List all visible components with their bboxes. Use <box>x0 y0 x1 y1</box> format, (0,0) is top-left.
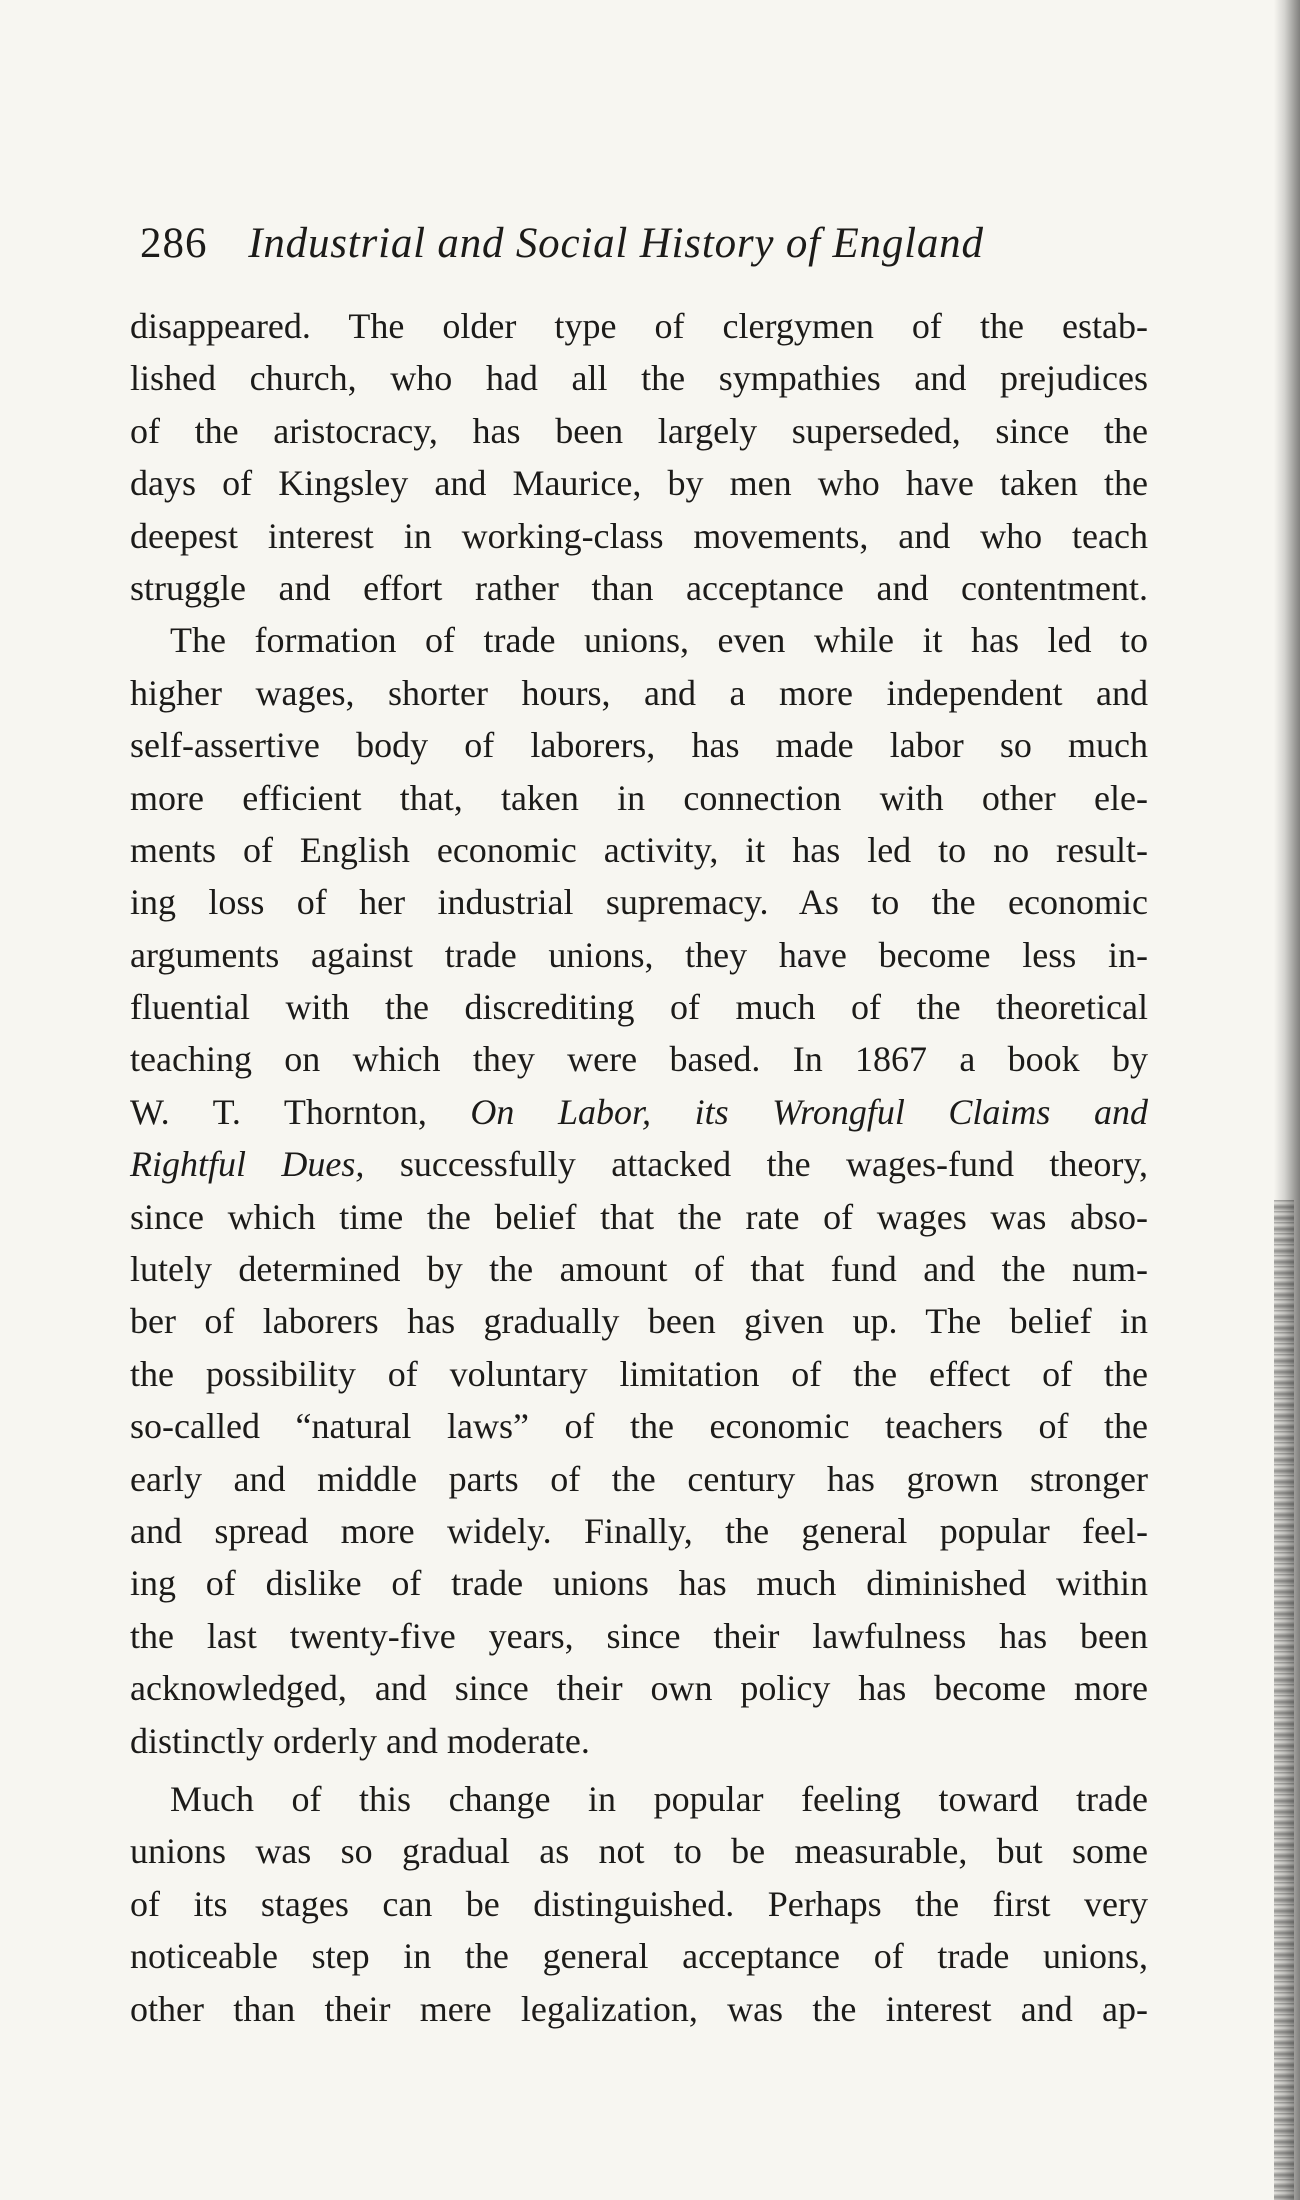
text-line <box>130 719 1148 771</box>
line-text: ing of dislike of trade unions has much diminished within <box>130 1563 1148 1604</box>
line-text: the last twenty-five years, since their lawfulness has been <box>130 1615 1148 1656</box>
line-text: lished church, who had all the sympathies and prejudices <box>130 358 1148 399</box>
text-line <box>130 1400 1148 1452</box>
line-text: successfully attacked the wages-fund theory, <box>364 1144 1148 1185</box>
line-text: other than their mere legalization, was the interest and ap- <box>130 1988 1148 2029</box>
line-text: fluential with the discrediting of much of the theoretical <box>130 987 1148 1028</box>
line-text: arguments against trade unions, they have become less in- <box>130 934 1148 975</box>
line-text: ing loss of her industrial supremacy. As to the economic <box>130 882 1148 923</box>
text-line <box>130 981 1148 1033</box>
line-text: unions was so gradual as not to be measurable, but some <box>130 1831 1148 1872</box>
text-line <box>130 1033 1148 1085</box>
page-edge-texture <box>1274 1200 1294 2200</box>
text-line <box>130 929 1148 981</box>
text-line <box>130 1662 1148 1714</box>
line-text: the possibility of voluntary limitation of the effect of the <box>130 1353 1148 1394</box>
text-line <box>130 824 1148 876</box>
line-text: ments of English economic activity, it has led to no result- <box>130 829 1148 870</box>
line-text: and spread more widely. Finally, the general popular feel- <box>130 1510 1148 1551</box>
line-text: early and middle parts of the century has grown stronger <box>130 1458 1148 1499</box>
text-line <box>130 1983 1148 2035</box>
line-text: deepest interest in working-class movements, and who teach <box>130 515 1148 556</box>
line-text: disappeared. The older type of clergymen of the estab- <box>130 306 1148 346</box>
line-text: since which time the belief that the rate of wages was abso- <box>130 1196 1148 1237</box>
text-line <box>130 1930 1148 1982</box>
line-text: lutely determined by the amount of that fund and the num- <box>130 1249 1148 1290</box>
line-text: of its stages can be distinguished. Perhaps the first very <box>130 1883 1148 1924</box>
text-line <box>130 510 1148 562</box>
text-line <box>130 1715 1148 1767</box>
running-title: Industrial and Social History of England <box>248 220 984 267</box>
line-text: acknowledged, and since their own policy has become more <box>130 1668 1148 1709</box>
line-text: distinctly orderly and moderate. <box>130 1720 590 1761</box>
line-text: self-assertive body of laborers, has made labor so much <box>130 725 1148 766</box>
line-text: ber of laborers has gradually been given up. The belief in <box>130 1301 1148 1342</box>
line-text: W. T. Thornton, <box>130 1091 471 1132</box>
text-line <box>130 1453 1148 1505</box>
page-number: 286 <box>140 220 208 267</box>
line-text: struggle and effort rather than acceptance and contentment. <box>130 567 1148 608</box>
text-line <box>130 1610 1148 1662</box>
text-line <box>130 772 1148 824</box>
italic-title-text: On Labor, its Wrongful Claims and <box>470 1091 1148 1132</box>
text-line <box>130 1773 1148 1825</box>
text-line <box>130 300 1148 352</box>
text-line <box>130 614 1148 666</box>
text-line <box>130 1505 1148 1557</box>
text-line <box>130 1191 1148 1243</box>
text-line <box>130 667 1148 719</box>
text-line <box>130 562 1148 614</box>
text-line <box>130 1557 1148 1609</box>
line-text: noticeable step in the general acceptance of trade unions, <box>130 1936 1148 1977</box>
text-line <box>130 876 1148 928</box>
body-text <box>130 300 1148 2035</box>
text-line <box>130 352 1148 404</box>
text-line <box>130 1878 1148 1930</box>
line-text: days of Kingsley and Maurice, by men who have taken the <box>130 463 1148 504</box>
line-text: so-called “natural laws” of the economic teachers of the <box>130 1406 1148 1447</box>
running-header <box>140 214 1075 274</box>
text-line <box>130 1086 1148 1138</box>
line-text: more efficient that, taken in connection with other ele- <box>130 777 1148 818</box>
line-text: higher wages, shorter hours, and a more independent and <box>130 672 1148 713</box>
text-line <box>130 457 1148 509</box>
text-line <box>130 1138 1148 1190</box>
line-text: teaching on which they were based. In 1867 a book by <box>130 1039 1148 1080</box>
text-line <box>130 1243 1148 1295</box>
line-text: Much of this change in popular feeling toward trade <box>170 1778 1148 1819</box>
italic-title-text: Rightful Dues, <box>130 1144 365 1185</box>
text-line <box>130 1295 1148 1347</box>
line-text: of the aristocracy, has been largely superseded, since the <box>130 410 1148 451</box>
text-line <box>130 1825 1148 1877</box>
text-line <box>130 1348 1148 1400</box>
text-line <box>130 405 1148 457</box>
line-text: The formation of trade unions, even while it has led to <box>170 620 1148 661</box>
